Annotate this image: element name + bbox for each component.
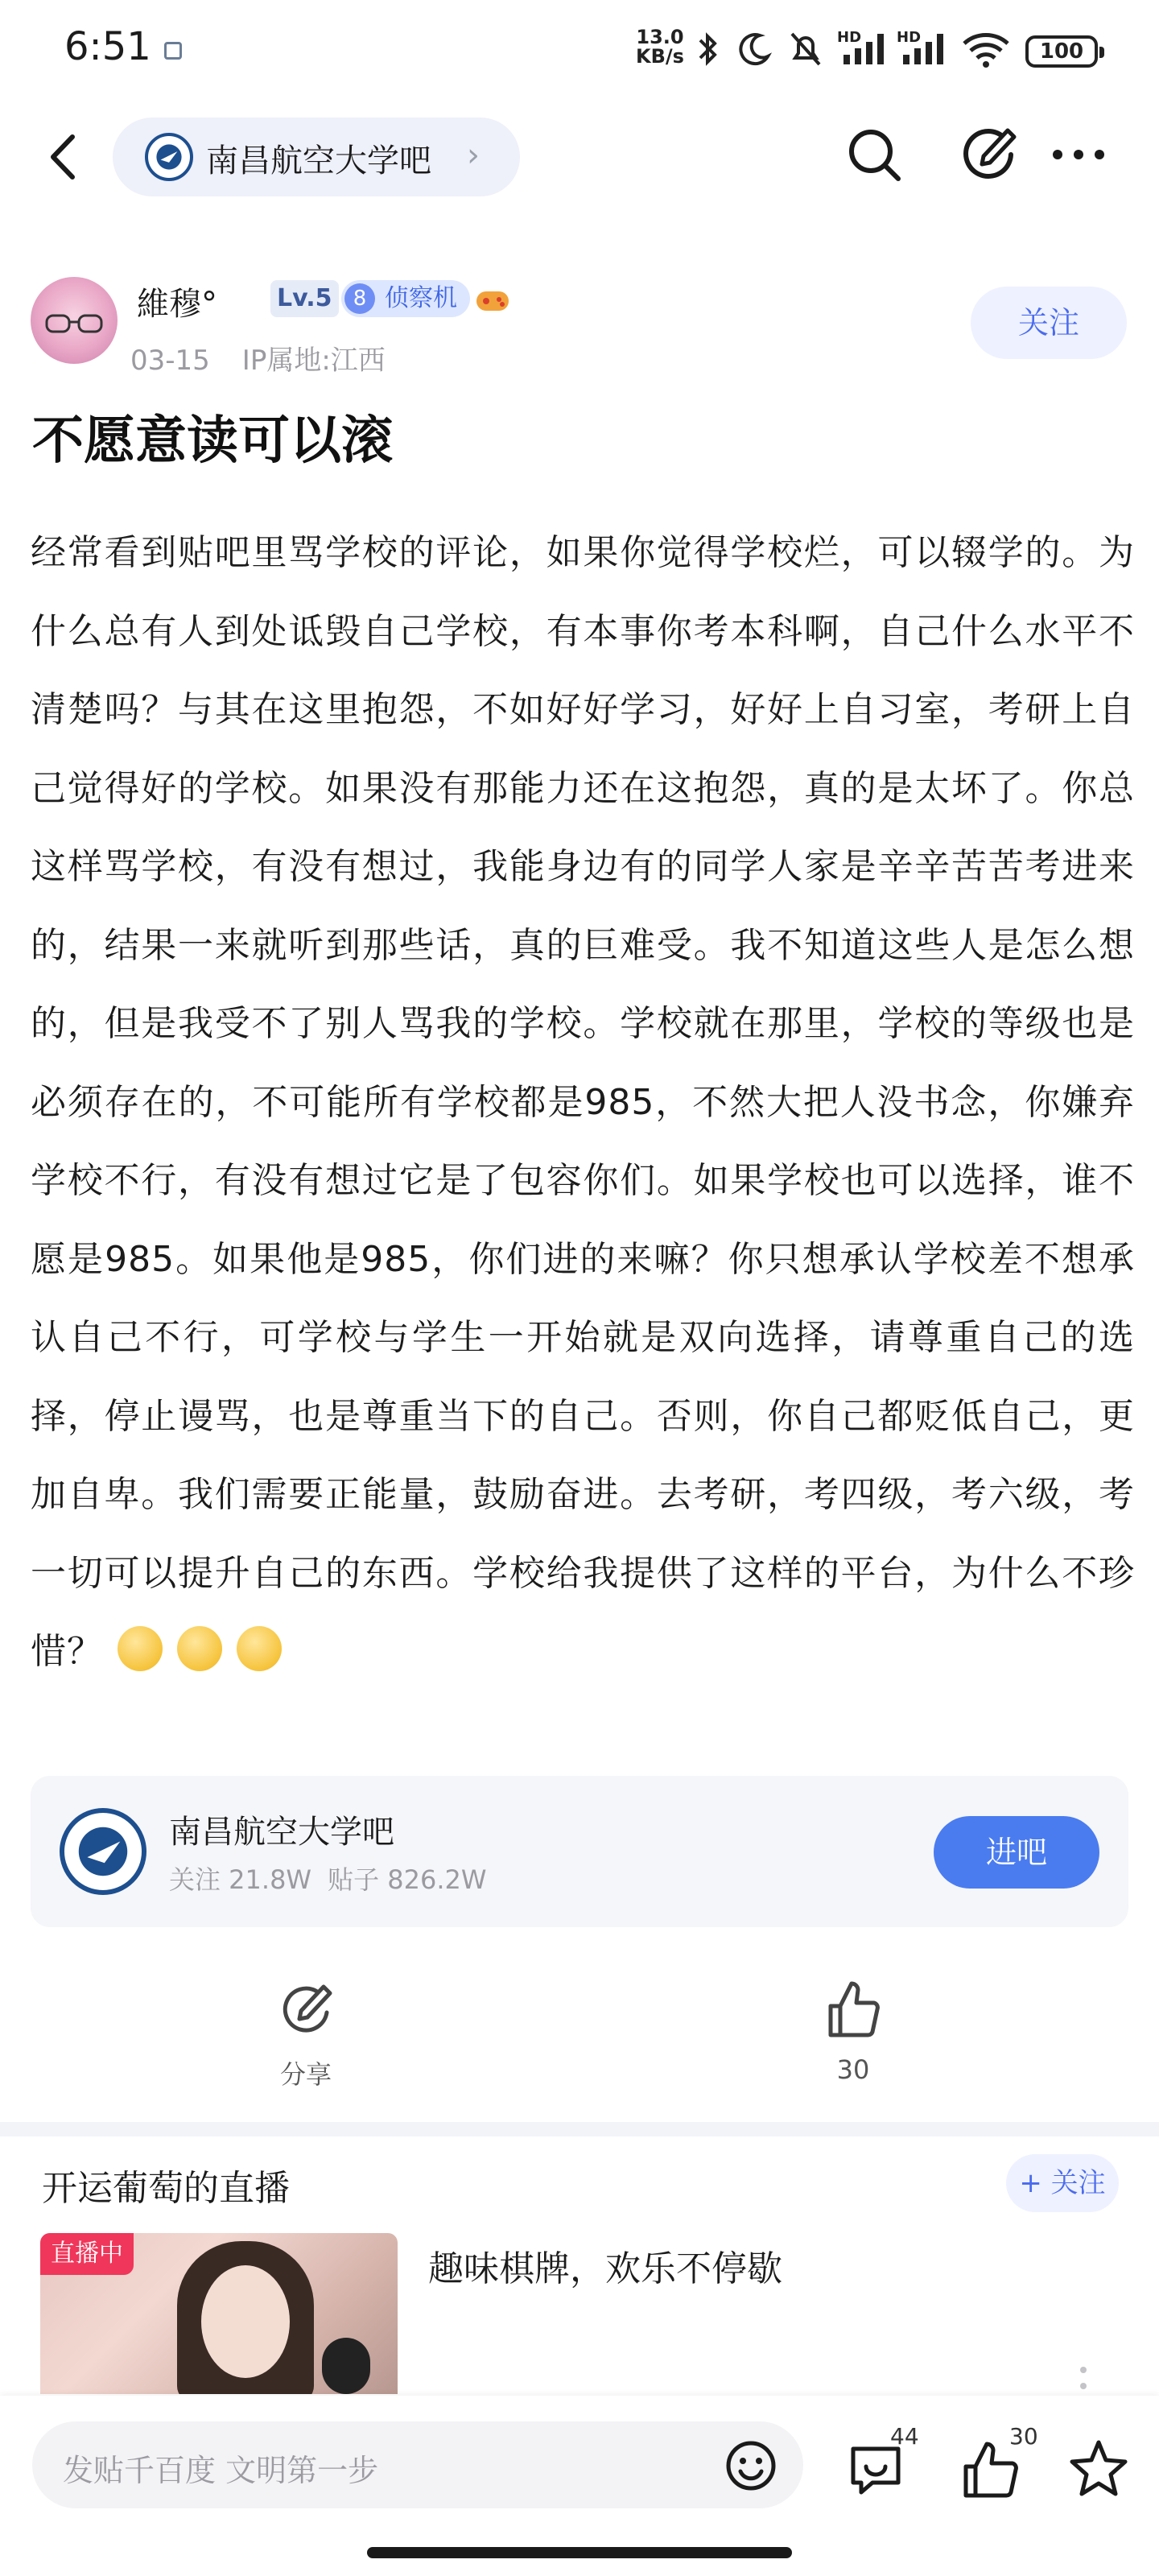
like-button[interactable]: [813, 1977, 893, 2090]
top-nav: [0, 113, 1159, 201]
rank-badge-number: 8: [344, 283, 375, 314]
more-vertical-icon[interactable]: [1079, 2363, 1088, 2396]
moon-icon: [736, 27, 773, 71]
smile-emoji-icon: [237, 1626, 282, 1671]
smile-emoji-icon: [177, 1626, 222, 1671]
mute-bell-icon: [786, 27, 826, 71]
bottom-bar: [0, 2396, 1159, 2576]
live-heading: 开运葡萄的直播: [42, 2168, 290, 2209]
bar-logo-icon: [145, 133, 193, 181]
enter-bar-button[interactable]: 进吧: [934, 1816, 1099, 1889]
section-divider: [0, 2122, 1159, 2136]
post-body-text: 经常看到贴吧里骂学校的评论，如果你觉得学校烂，可以辍学的。为什么总有人到处诋毁自己学校，有本事你考本科啊，自己什么水平不清楚吗？与其在这里抱怨，不如好好学习，好好上自习室，考研上自己觉得好的学校。如果没有那能力还在这抱怨，真的是太坏了。你总这样骂学校，有没有想过，我能身边有的同学人家是辛辛苦苦考进来的，结果一来就听到那些话，真的巨难受。我不知道这些人是怎么想的，但是我受不了别人骂我的学校。学校就在那里，学校的等级也是必须存在的，不可能所有学校都是985，不然大把人没书念，你嫌弃学校不行，有没有想过它是了包容你们。如果学校也可以选择，谁不愿是985。如果他是985，你们进的来嘛？你只想承认学校差不想承认自己不行，可学校与学生一开始就是双向选择，请尊重自己的选择，停止谩骂，也是尊重当下的自己。否则，你自己都贬低自己，更加自卑。我们需要正能量，鼓励奋进。去考研，考四级，考六级，考一切可以提升自己的东西。学校给我提供了这样的平台，为什么不珍惜？: [31, 532, 1135, 1672]
comment-count: 44: [890, 2423, 919, 2450]
emoji-picker-icon[interactable]: [724, 2439, 777, 2492]
battery-indicator: 100: [1025, 35, 1098, 68]
bar-card-name: 南昌航空大学吧: [169, 1814, 394, 1851]
live-title[interactable]: 趣味棋牌，欢乐不停歇: [428, 2248, 782, 2289]
rank-badge-label: 侦察机: [385, 284, 457, 312]
author-name[interactable]: 維穆°: [137, 286, 217, 323]
bar-name: 南昌航空大学吧: [206, 142, 431, 180]
smile-emoji-icon: [118, 1626, 163, 1671]
level-badge: Lv.5: [270, 280, 339, 317]
bar-card[interactable]: [31, 1776, 1128, 1927]
bluetooth-icon: [694, 27, 723, 71]
game-controller-icon: [475, 283, 510, 316]
wifi-icon: [959, 27, 1013, 71]
status-bar: [0, 0, 1159, 97]
bar-followers: 关注 21.8W: [169, 1864, 312, 1895]
ip-location: IP属地:江西: [241, 345, 386, 377]
like-count: 30: [836, 2054, 870, 2085]
status-time: 6:51: [64, 24, 151, 69]
chevron-right-icon: ›: [467, 137, 480, 174]
bottom-like-count: 30: [1009, 2423, 1038, 2450]
star-icon[interactable]: [1067, 2438, 1130, 2500]
hd-label-1: HD: [837, 29, 862, 46]
thumbs-up-icon: [824, 1977, 882, 2041]
bar-card-stats: [169, 1860, 503, 1897]
bar-logo-icon: [60, 1808, 146, 1895]
post-body: [31, 514, 1135, 1691]
post-meta: [130, 338, 386, 378]
bar-posts: 贴子 826.2W: [328, 1864, 487, 1895]
reply-input-placeholder: 发贴千百度 文明第一步: [63, 2453, 379, 2488]
signal-icon-1: [840, 27, 889, 71]
avatar[interactable]: [31, 277, 118, 364]
live-status-badge: 直播中: [40, 2233, 134, 2275]
share-icon: [278, 1980, 333, 2041]
network-speed: [634, 27, 686, 66]
avatar-glasses-icon: [45, 314, 103, 333]
home-indicator[interactable]: [367, 2547, 792, 2558]
search-icon[interactable]: [842, 122, 906, 187]
microphone-icon: [322, 2338, 370, 2394]
edit-icon[interactable]: [958, 122, 1019, 187]
signal-icon-2: [900, 27, 948, 71]
post-title: 不愿意读可以滚: [32, 411, 393, 471]
back-icon[interactable]: [40, 129, 89, 185]
rank-badge: [341, 280, 470, 317]
thumbnail-face: [201, 2265, 290, 2378]
more-icon[interactable]: [1046, 122, 1111, 187]
sim-icon: [164, 42, 182, 60]
post-date: 03-15: [130, 345, 210, 377]
network-speed-value: 13.0: [636, 26, 684, 48]
reply-input[interactable]: [32, 2421, 803, 2508]
hd-label-2: HD: [897, 29, 922, 46]
bar-name-pill[interactable]: [113, 118, 520, 196]
network-speed-unit: KB/s: [636, 45, 684, 68]
follow-button[interactable]: 关注: [971, 287, 1127, 359]
share-label: 分享: [279, 2059, 332, 2090]
live-follow-button[interactable]: + 关注: [1006, 2154, 1119, 2212]
share-button[interactable]: [266, 1980, 346, 2093]
